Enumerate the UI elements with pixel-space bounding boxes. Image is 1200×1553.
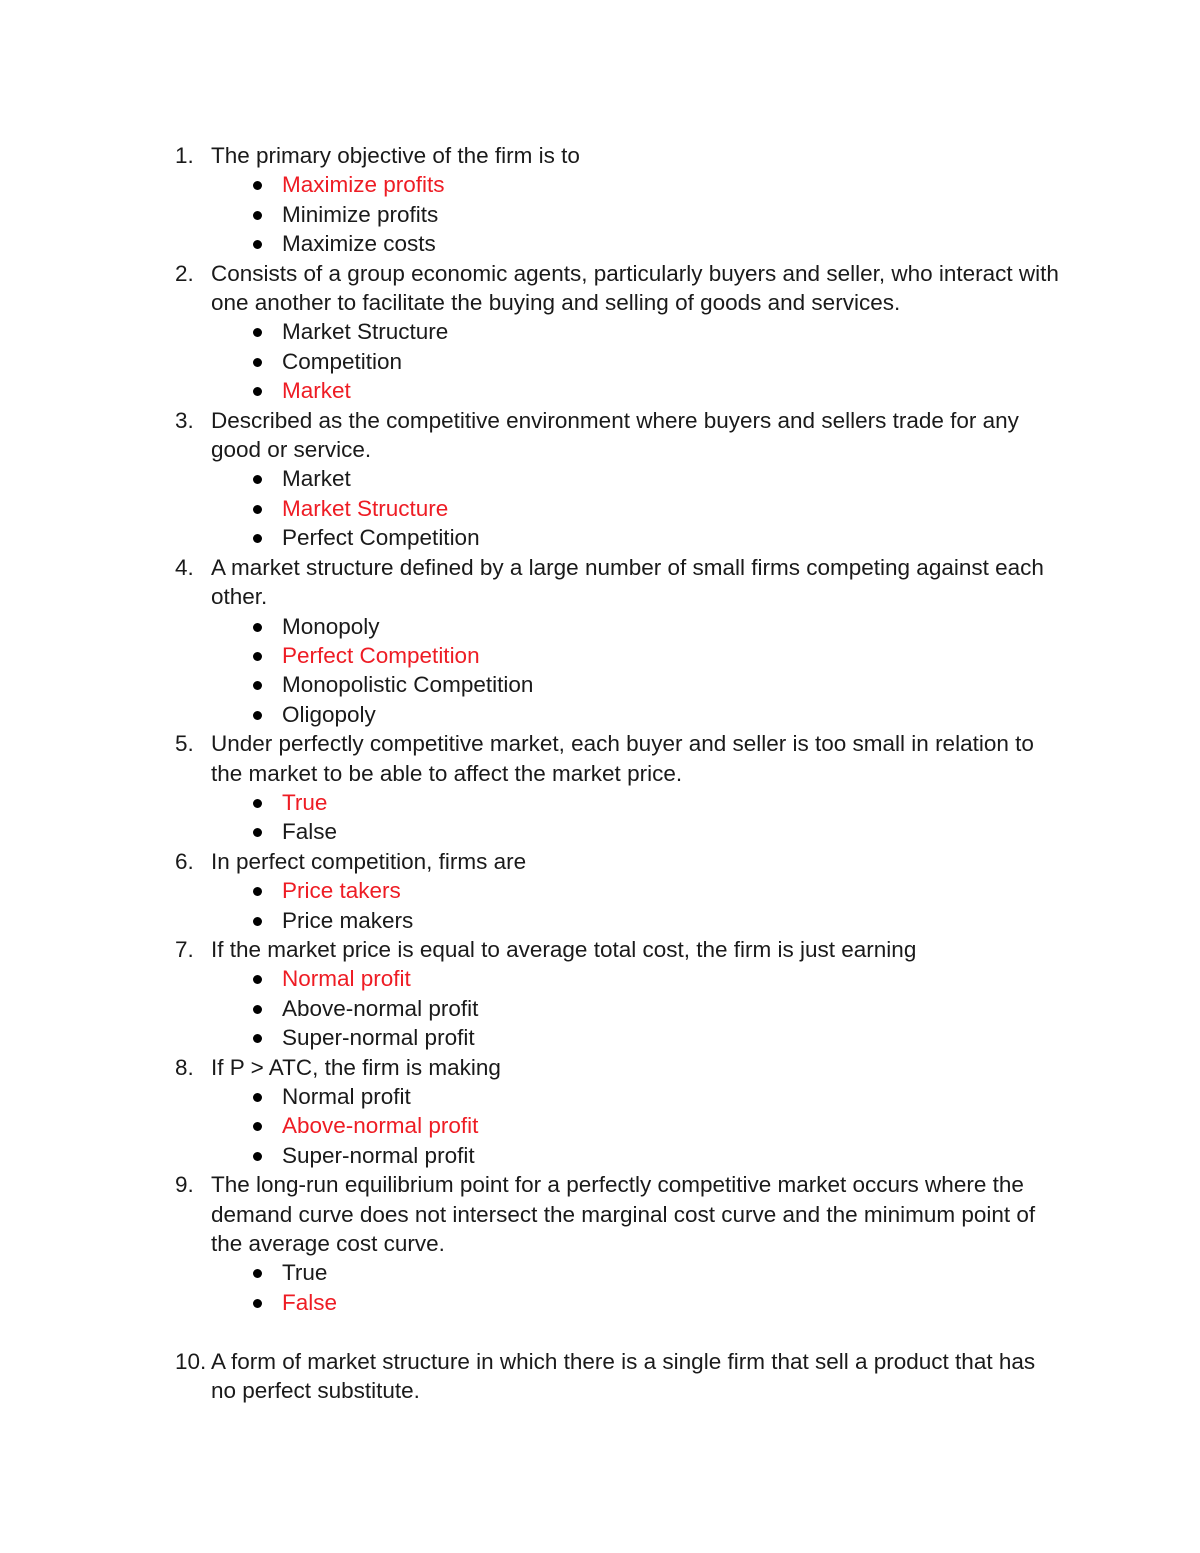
bullet-icon [253,211,262,220]
answer-option-label: Competition [282,348,403,374]
bullet-icon [253,1122,262,1131]
quiz-question-list [0,141,1200,1405]
answer-option [211,523,1061,552]
answer-option-correct [211,1111,1061,1140]
answer-option-label: True [282,1260,328,1286]
answer-option-label: Market Structure [282,319,449,345]
question-5 [0,729,1061,847]
answer-option-correct [211,170,1061,199]
bullet-icon [253,887,262,896]
answer-options [211,1258,1061,1317]
bullet-icon [253,623,262,632]
answer-option [211,347,1061,376]
answer-option-correct [211,494,1061,523]
question-text: Described as the competitive environment where buyers and sellers trade for any good or service. [211,407,1019,463]
answer-option-label: Price makers [282,907,414,933]
answer-option [211,994,1061,1023]
answer-option-label: Maximize profits [282,172,445,198]
question-number: 3. [175,407,194,433]
answer-option-label: Market [282,466,351,492]
answer-option-label: False [282,819,338,845]
answer-options [211,612,1061,730]
bullet-icon [253,181,262,190]
answer-option [211,1141,1061,1170]
bullet-icon [253,240,262,249]
answer-options [211,317,1061,405]
question-4 [0,553,1061,729]
question-number: 10. [175,1348,207,1374]
answer-option-label: Oligopoly [282,701,376,727]
answer-options [211,788,1061,847]
question-10 [0,1347,1061,1406]
bullet-icon [253,387,262,396]
question-number: 5. [175,731,194,757]
answer-option-correct [211,964,1061,993]
question-number: 4. [175,554,194,580]
question-number: 1. [175,143,194,168]
bullet-icon [253,505,262,514]
question-1 [0,141,1061,259]
answer-option-label: Maximize costs [282,231,436,257]
answer-option-label: Above-normal profit [282,1113,479,1139]
question-6 [0,847,1061,935]
answer-option [211,200,1061,229]
blank-line [0,1317,1200,1346]
question-text: The primary objective of the firm is to [211,143,580,168]
answer-option-label: Minimize profits [282,201,439,227]
question-3 [0,406,1061,553]
answer-option-label: Perfect Competition [282,642,480,668]
answer-option-label: Normal profit [282,966,411,992]
question-number: 6. [175,848,194,874]
question-number: 8. [175,1054,194,1080]
bullet-icon [253,799,262,808]
answer-option-correct [211,1288,1061,1317]
answer-option-label: Market [282,378,351,404]
bullet-icon [253,828,262,837]
question-8 [0,1053,1061,1171]
question-text: A market structure defined by a large number of small firms competing against each other. [211,554,1044,610]
answer-option-correct [211,876,1061,905]
question-text: A form of market structure in which there is a single firm that sell a product that has no perfect substitute. [211,1348,1036,1404]
answer-option-label: Monopoly [282,613,380,639]
answer-options [211,464,1061,552]
answer-options [211,964,1061,1052]
bullet-icon [253,681,262,690]
question-2 [0,259,1061,406]
question-text: If the market price is equal to average total cost, the firm is just earning [211,936,917,962]
question-number: 9. [175,1172,194,1198]
bullet-icon [253,1093,262,1102]
bullet-icon [253,1269,262,1278]
answer-option [211,1082,1061,1111]
answer-option [211,906,1061,935]
bullet-icon [253,1299,262,1308]
answer-option-label: Price takers [282,878,401,904]
answer-option [211,817,1061,846]
bullet-icon [253,1152,262,1161]
question-9 [0,1170,1061,1317]
answer-option-label: Super-normal profit [282,1025,475,1051]
answer-option [211,1258,1061,1287]
answer-option-correct [211,641,1061,670]
answer-option [211,229,1061,258]
answer-option-label: Above-normal profit [282,995,479,1021]
bullet-icon [253,917,262,926]
answer-option [211,612,1061,641]
answer-option-correct [211,788,1061,817]
bullet-icon [253,652,262,661]
question-number: 2. [175,260,194,286]
bullet-icon [253,328,262,337]
answer-option [211,1023,1061,1052]
answer-option-correct [211,376,1061,405]
question-text: Consists of a group economic agents, particularly buyers and seller, who interact with one another to facilitate the buying and selling of goods and services. [211,260,1059,316]
answer-options [211,876,1061,935]
bullet-icon [253,975,262,984]
answer-option-label: Perfect Competition [282,525,480,551]
question-7 [0,935,1061,1053]
answer-option [211,464,1061,493]
answer-options [211,170,1061,258]
bullet-icon [253,475,262,484]
question-text: If P > ATC, the firm is making [211,1054,501,1080]
answer-option-label: Super-normal profit [282,1142,475,1168]
bullet-icon [253,358,262,367]
bullet-icon [253,711,262,720]
bullet-icon [253,1034,262,1043]
answer-option [211,317,1061,346]
answer-option-label: Normal profit [282,1084,411,1109]
answer-option-label: Market Structure [282,495,449,521]
question-text: Under perfectly competitive market, each buyer and seller is too small in relation to the market to be able to affect the market price. [211,731,1034,786]
question-text: The long-run equilibrium point for a perfectly competitive market occurs where the demand curve does not intersect the marginal cost curve and the minimum point of the average cost curve. [211,1172,1036,1257]
bullet-icon [253,1005,262,1014]
answer-option-label: False [282,1289,338,1315]
answer-option [211,670,1061,699]
question-number: 7. [175,936,194,962]
question-text: In perfect competition, firms are [211,848,527,874]
bullet-icon [253,534,262,543]
answer-option-label: Monopolistic Competition [282,672,534,698]
answer-options [211,1082,1061,1170]
answer-option [211,700,1061,729]
answer-option-label: True [282,789,328,815]
